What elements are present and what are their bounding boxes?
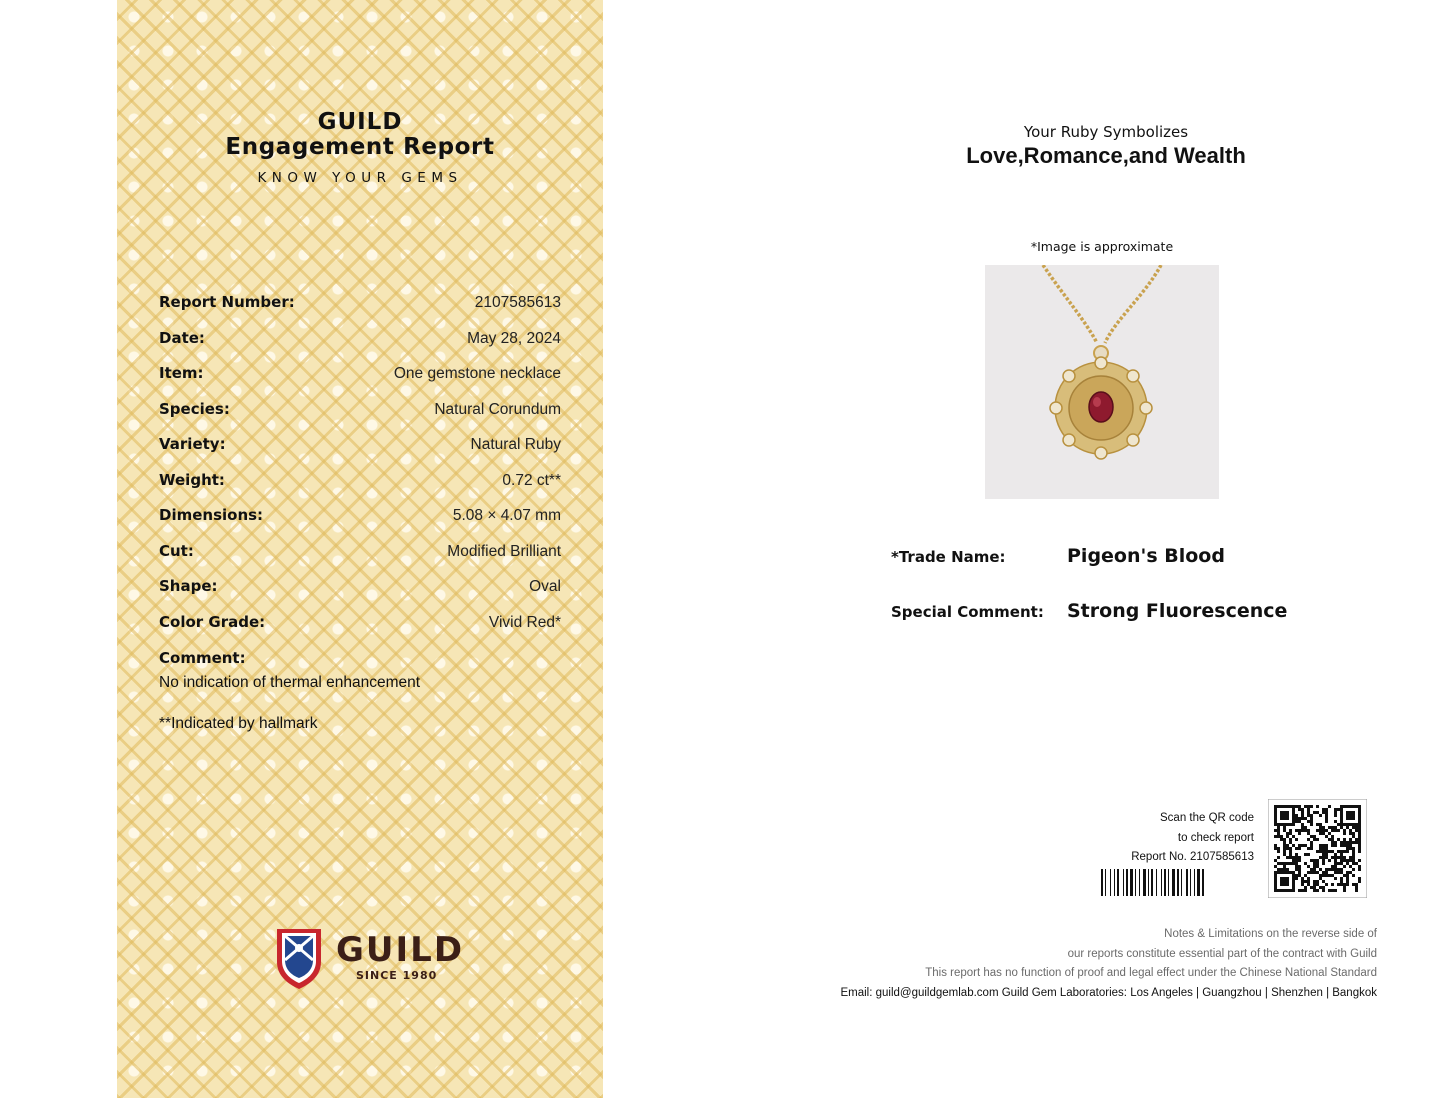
hallmark-note: **Indicated by hallmark [159,715,318,732]
field-label: Shape: [159,577,218,595]
field-value: 5.08 × 4.07 mm [452,507,561,524]
notes-line-3: This report has no function of proof and legal effect under the Chinese National Standard [925,967,1377,979]
field-value: May 28, 2024 [467,329,561,347]
field-label: Report Number: [159,293,295,311]
report-fields [159,293,561,733]
field-value: 2107585613 [474,294,561,311]
symbolizes-heading: Love,Romance,and Wealth [966,143,1246,168]
special-comment-value: Strong Fluorescence [1067,600,1288,622]
field-report-number [159,293,561,329]
shield-icon [274,926,324,990]
field-shape [159,577,561,613]
field-variety [159,435,561,471]
contact-line: Email: guild@guildgemlab.com Guild Gem Laboratories: Los Angeles | Guangzhou | Shenzhen | Bangkok [840,986,1377,999]
report-card [117,0,603,1098]
report-header [117,110,603,187]
field-color-grade [159,613,561,649]
field-dimensions [159,506,561,542]
field-value: 0.72 ct** [502,471,561,489]
field-value: Natural Corundum [434,400,561,418]
field-value: Oval [529,578,561,595]
comment-label: Comment: [159,649,246,667]
trade-name-label: *Trade Name: [891,548,1006,566]
qr-instructions [1100,809,1254,868]
field-weight [159,471,561,507]
field-label: Color Grade: [159,612,266,631]
field-species [159,400,561,436]
field-value: Vivid Red* [488,613,561,631]
guild-logo [274,926,465,990]
field-cut [159,542,561,578]
legal-notes [737,925,1377,1003]
report-tagline: KNOW YOUR GEMS [257,170,463,186]
qr-report-number: Report No. 2107585613 [1131,851,1254,863]
field-value: One gemstone necklace [393,365,561,382]
trade-name-value: Pigeon's Blood [1067,545,1225,567]
trade-name-row [891,545,1225,567]
necklace-illustration [985,265,1219,499]
special-comment-label: Special Comment: [891,603,1044,621]
field-label: Item: [159,364,204,382]
field-label: Weight: [159,470,225,489]
field-label: Variety: [159,435,226,453]
field-label: Species: [159,399,230,418]
field-label: Dimensions: [159,506,264,524]
qr-line-2: to check report [1177,831,1254,844]
field-value: Modified Brilliant [447,542,561,560]
field-value: Natural Ruby [470,436,561,453]
image-note: *Image is approximate [1030,239,1174,254]
necklace-photo [985,265,1219,499]
field-label: Date: [159,328,205,347]
logo-since: SINCE 1980 [356,969,438,982]
report-title: Engagement Report [225,134,495,160]
barcode [1101,869,1255,896]
field-date [159,329,561,365]
symbolizes-caption: Your Ruby Symbolizes [1023,123,1189,141]
field-label: Cut: [159,541,194,560]
qr-line-1: Scan the QR code [1160,812,1254,824]
special-comment-row [891,600,1287,622]
notes-line-1: Notes & Limitations on the reverse side of [1164,928,1377,940]
field-item [159,364,561,400]
comment-text: No indication of thermal enhancement [159,674,421,691]
qr-code[interactable] [1268,799,1367,898]
notes-line-2: our reports constitute essential part of the contract with Guild [1067,947,1377,960]
logo-wordmark: GUILD [336,930,465,970]
report-brand: GUILD [317,109,403,135]
